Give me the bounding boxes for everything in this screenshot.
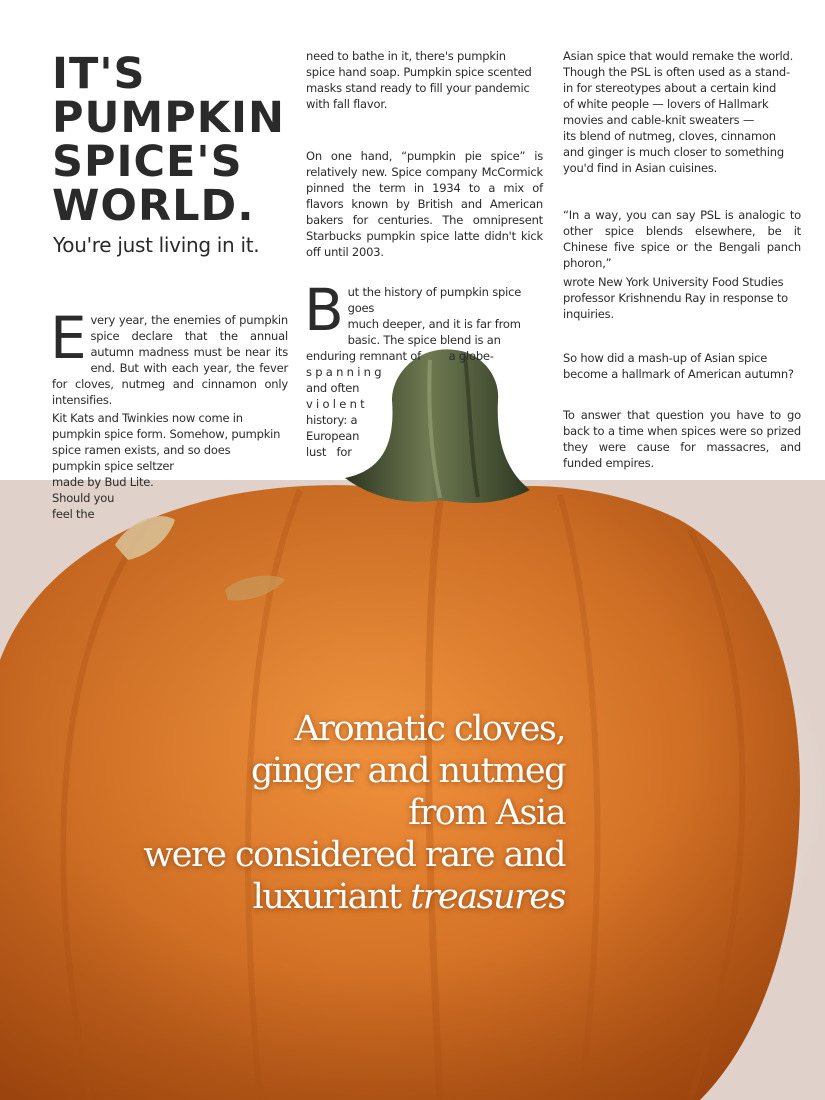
text-line: Asian spice that would remake the world. — [563, 49, 794, 63]
column-3-paragraph-4: To answer that question you have to go back to a time when spices were so prized they were cause for massacres, and funded empires. — [563, 408, 801, 470]
text-line: with fall flavor. — [306, 97, 388, 111]
column-3-paragraph-3: So how did a mash-up of Asian spice become a hallmark of American autumn? — [563, 351, 794, 381]
intro-paragraph: very year, the enemies of pumpkin spice declare that the annual autumn madness must be near its end. But with each year, the fever for cloves, nutmeg and cinnamon only intensifies. — [52, 313, 288, 407]
pull-quote — [60, 708, 565, 918]
column-1-paragraph-2 — [52, 410, 288, 522]
column-2-paragraph-1 — [306, 48, 546, 112]
dropcap-e: E — [50, 304, 87, 372]
text-line: pumpkin spice seltzer — [52, 459, 174, 473]
headline-line-3: SPICE'S — [52, 137, 243, 187]
headline-line-2: PUMPKIN — [52, 93, 286, 143]
text-line: and ginger is much closer to something — [563, 145, 784, 159]
text-line: history: a — [306, 413, 358, 427]
text-line: enduring remnant of a globe- — [306, 349, 494, 363]
text-line: need to bathe in it, there's pumpkin — [306, 49, 506, 63]
column-2-paragraph-2: On one hand, “pumpkin pie spice” is relatively new. Spice company McCormick pinned the term in 1934 to a mix of flavors known by British and American bakers for centuries. The omnipresent Starbucks pumpkin spice latte didn't kick off until 2003. — [306, 149, 543, 259]
text-line: and often — [306, 381, 360, 395]
text-line: in for stereotypes about a certain kind — [563, 81, 777, 95]
subheadline: You're just living in it. — [53, 233, 260, 257]
text-line: spice ramen exists, and so does — [52, 443, 231, 457]
headline-line-1: IT'S — [52, 49, 146, 99]
text-line: ut the history of pumpkin spice goes — [347, 285, 522, 315]
column-3-paragraph-1 — [563, 48, 803, 176]
text-line: Kit Kats and Twinkies now come in — [52, 411, 243, 425]
text-line: s p a n n i n g — [306, 365, 382, 379]
column-2-paragraph-3 — [304, 276, 546, 460]
text-line: much deeper, and it is far from — [347, 317, 521, 331]
text-line: basic. The spice blend is an — [347, 333, 501, 347]
column-3-quote: “In a way, you can say PSL is analogic to other spice blends elsewhere, be it Chinese five spice or the Bengali panch phoron,” — [563, 208, 801, 270]
pull-quote-emphasis: treasures — [410, 877, 565, 917]
text-line: made by Bud Lite. — [52, 475, 154, 489]
pull-quote-line-5 — [60, 876, 565, 918]
headline — [52, 49, 292, 231]
text-line: you'd find in Asian cuisines. — [563, 161, 718, 175]
column-3-attribution: wrote New York University Food Studies professor Krishnendu Ray in response to inquiries. — [563, 275, 788, 321]
text-line: lust for — [306, 445, 352, 459]
text-line: of white people — lovers of Hallmark — [563, 97, 769, 111]
pull-quote-prefix: luxuriant — [252, 877, 411, 917]
text-line: feel the — [52, 507, 95, 521]
dropcap-b: B — [304, 276, 344, 344]
pull-quote-line-3: from Asia — [408, 793, 565, 833]
text-line: Though the PSL is often used as a stand- — [563, 65, 790, 79]
text-line: European — [306, 429, 360, 443]
pull-quote-line-1: Aromatic cloves, — [294, 709, 565, 749]
column-1-intro — [50, 304, 288, 408]
pull-quote-line-4: were considered rare and — [143, 835, 565, 875]
text-line: spice hand soap. Pumpkin spice scented — [306, 65, 532, 79]
text-line: its blend of nutmeg, cloves, cinnamon — [563, 129, 776, 143]
text-line: pumpkin spice form. Somehow, pumpkin — [52, 427, 281, 441]
headline-line-4: WORLD. — [52, 181, 255, 231]
text-line: movies and cable-knit sweaters — — [563, 113, 755, 127]
text-line: v i o l e n t — [306, 397, 365, 411]
text-line: Should you — [52, 491, 115, 505]
pull-quote-line-2: ginger and nutmeg — [250, 751, 565, 791]
text-line: masks stand ready to fill your pandemic — [306, 81, 530, 95]
